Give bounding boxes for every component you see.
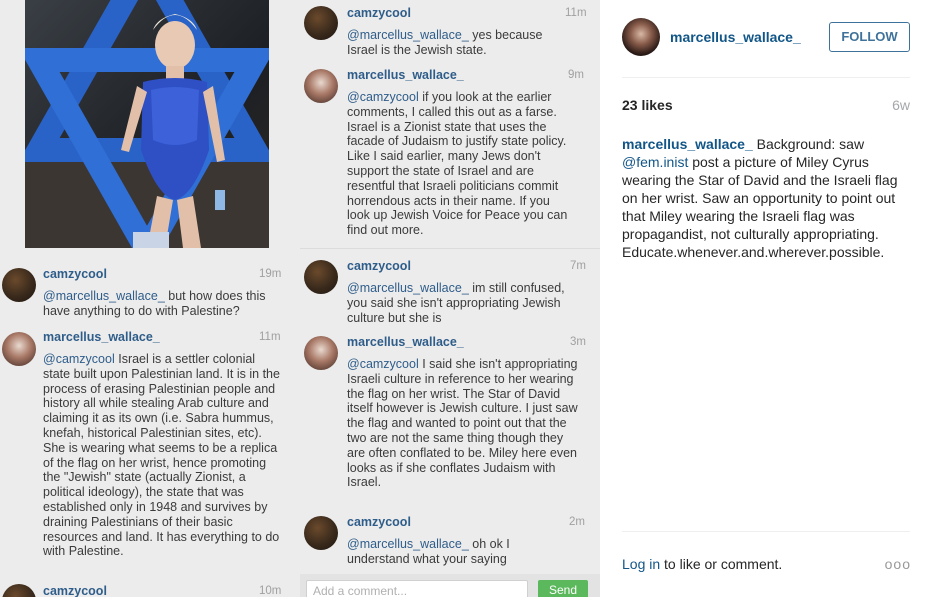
comment [347, 68, 587, 243]
screenshot-right [300, 0, 600, 597]
comment-text [43, 289, 283, 319]
comment-text [347, 537, 547, 567]
comment-mention[interactable]: @camzycool [43, 352, 115, 366]
login-link[interactable]: Log in [622, 556, 661, 572]
header-divider [622, 77, 910, 78]
avatar[interactable] [2, 584, 36, 597]
follow-button[interactable]: FOLLOW [829, 22, 910, 52]
comment [43, 267, 283, 327]
comment-time: 9m [568, 69, 584, 81]
comment-username[interactable]: camzycool [347, 515, 411, 529]
footer-divider [622, 531, 910, 532]
comment-username[interactable]: marcellus_wallace_ [347, 68, 464, 82]
comment-username[interactable]: camzycool [43, 584, 107, 597]
post-caption [622, 135, 912, 261]
send-button[interactable]: Send [538, 580, 588, 597]
comment-username[interactable]: marcellus_wallace_ [43, 330, 160, 344]
likes-count[interactable]: 23 likes [622, 97, 673, 113]
comment-text [347, 90, 575, 238]
comment-text [347, 28, 557, 58]
comment [347, 259, 587, 329]
comment [43, 330, 283, 580]
add-comment-bar [300, 574, 600, 597]
comment [43, 584, 283, 597]
comment-time: 10m [259, 585, 282, 597]
comment-username[interactable]: camzycool [43, 267, 107, 281]
login-prompt-text: to like or comment. [660, 556, 783, 572]
comment-mention[interactable]: @camzycool [347, 357, 419, 371]
screenshot-left [0, 0, 300, 597]
comment-body: if you look at the earlier comments, I called this out as a farse. Israel is a Zionist state that uses the facade of Judaism to justify state policy. Like I said earlier, many Jews don't support the state of Israel and are resentful that Israeli politicians commit horrendous acts in their name. If you look up Jewish Voice for Peace you can find out more. [347, 90, 568, 238]
comment-mention[interactable]: @marcellus_wallace_ [43, 289, 165, 303]
comment-username[interactable]: camzycool [347, 259, 411, 273]
comment-time: 2m [569, 516, 585, 528]
more-options-icon[interactable]: ooo [884, 556, 911, 572]
comment-text [347, 357, 579, 490]
comment-body: I said she isn't appropriating Israeli culture in reference to her wearing the flag on her wrist. The Star of David itself however is Jewish culture. I just saw the flag and wanted to point out that the two are not the same thing though they are often conflated to be. Miley here even looks as if she conflates Judaism with Israel. [347, 357, 578, 490]
comment-time: 11m [565, 7, 587, 19]
avatar[interactable] [304, 6, 338, 40]
comment-mention[interactable]: @marcellus_wallace_ [347, 537, 469, 551]
comment [347, 335, 587, 510]
comment-body: Israel is a settler colonial state built upon Palestinian land. It is in the process of erasing Palestinian people and history all while stealing Arab culture and claiming it as its own (i.e. Sabra hummus, knefah, historical Palestinian sites, etc). She is wearing what seems to be a replica of the flag on her wrist, hence promoting the "Jewish" state (actually Zionist, a political ideology), the state that was established only in 1948 and survives by draining Palestinians of their basic resources and land. It has everything to do with Palestine. [43, 352, 280, 559]
avatar[interactable] [304, 69, 338, 103]
comment-mention[interactable]: @marcellus_wallace_ [347, 281, 469, 295]
avatar[interactable] [2, 332, 36, 366]
comment-body: yes because Israel is the Jewish state. [347, 28, 543, 57]
avatar[interactable] [2, 268, 36, 302]
comment-body: im still confused, you said she isn't appropriating Jewish culture but she is [347, 281, 565, 325]
author-username[interactable]: marcellus_wallace_ [670, 29, 801, 45]
comment-text [347, 281, 582, 325]
avatar[interactable] [304, 336, 338, 370]
comment-body: but how does this have anything to do with Palestine? [43, 289, 266, 318]
comment-time: 3m [570, 336, 586, 348]
post-photo [25, 0, 269, 248]
caption-mention[interactable]: @fem.inist [622, 154, 689, 170]
login-prompt [622, 556, 782, 572]
comment [347, 515, 587, 569]
caption-text-b: post a picture of Miley Cyrus wearing the Star of David and the Israeli flag on her wrist. Saw an opportunity to point out that Miley wearing the Israeli flag was propagandist, not culturally appropriating. Educate.whenever.and.wherever.possible. [622, 154, 898, 260]
comment-time: 7m [570, 260, 586, 272]
avatar[interactable] [304, 516, 338, 550]
caption-text-a: Background: saw [752, 136, 865, 152]
author-avatar[interactable] [622, 18, 660, 56]
comment [347, 6, 587, 60]
star-of-david-photo [25, 0, 269, 248]
add-comment-input[interactable]: Add a comment... [306, 580, 528, 597]
comment-time: 11m [259, 331, 281, 343]
divider [300, 248, 600, 249]
comment-username[interactable]: camzycool [347, 6, 411, 20]
comment-mention[interactable]: @marcellus_wallace_ [347, 28, 469, 42]
comment-body: oh ok I understand what your saying [347, 537, 510, 566]
post-side-panel [600, 0, 933, 597]
caption-username[interactable]: marcellus_wallace_ [622, 136, 753, 152]
comment-text [43, 352, 283, 559]
post-age[interactable]: 6w [892, 97, 910, 113]
comment-mention[interactable]: @camzycool [347, 90, 419, 104]
comment-username[interactable]: marcellus_wallace_ [347, 335, 464, 349]
avatar[interactable] [304, 260, 338, 294]
comment-time: 19m [259, 268, 282, 280]
